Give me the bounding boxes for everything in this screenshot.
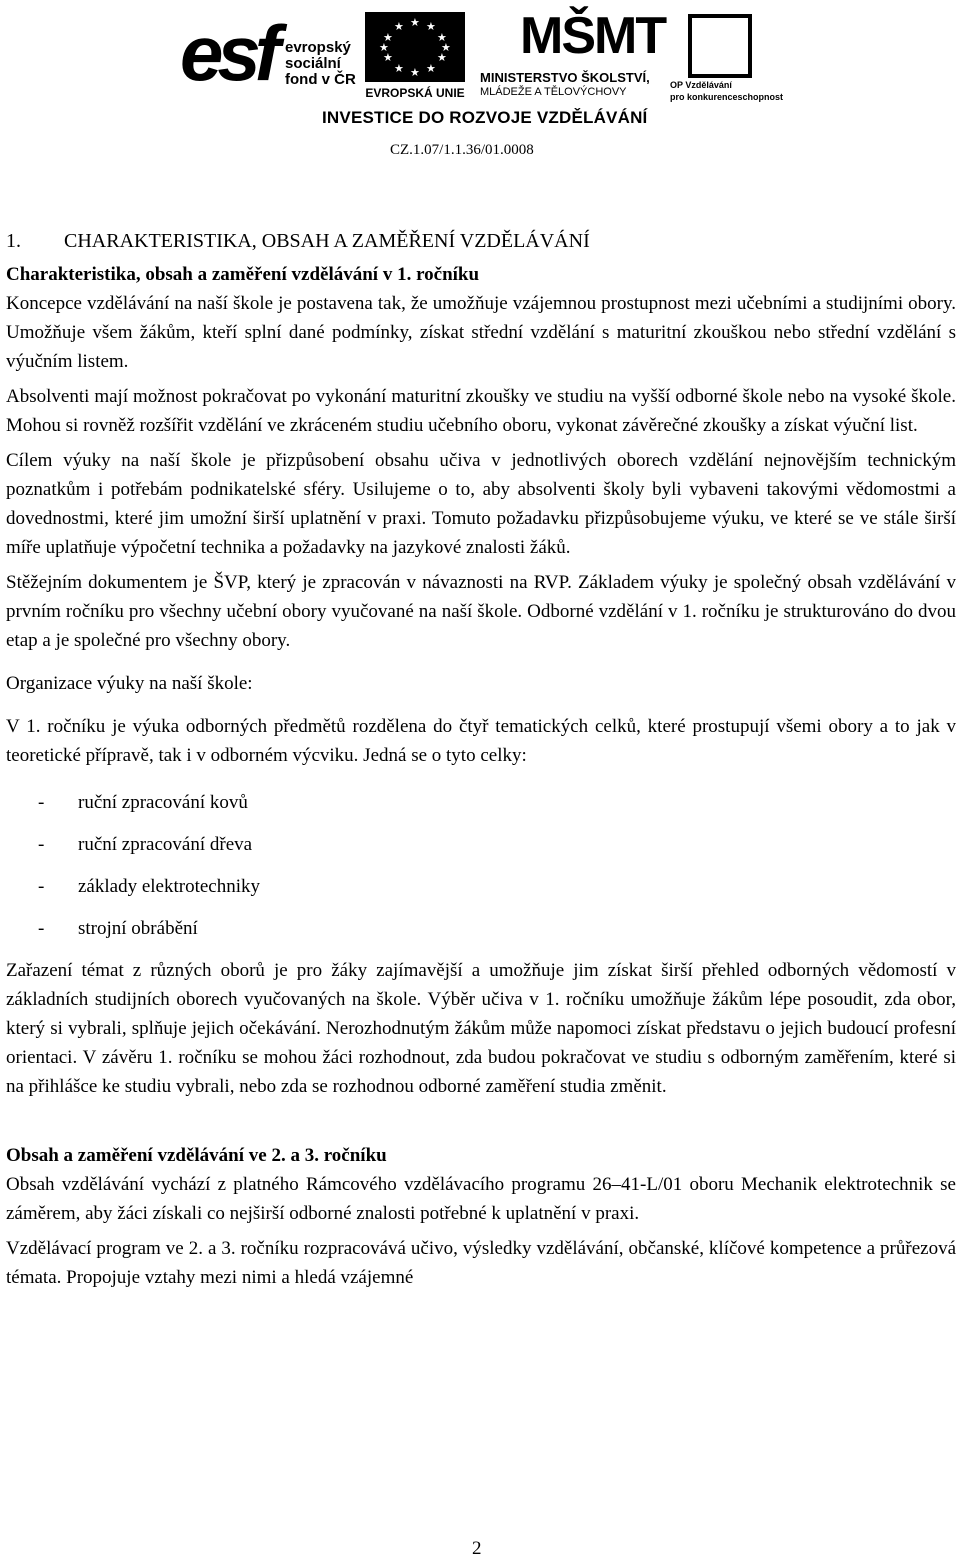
page-number: 2 [472, 1538, 482, 1559]
paragraph: Vzdělávací program ve 2. a 3. ročníku rozpracovává učivo, výsledky vzdělávání, občanské, klíčové kompetence a průřezová témata. Propojuje vztahy mezi nimi a hledá vzájemné [6, 1238, 956, 1288]
document-body [6, 226, 956, 1292]
topic-list [6, 788, 956, 944]
section-heading [6, 226, 956, 256]
list-item: - základy elektrotechniky [38, 876, 261, 897]
esf-logo-mark: esf [180, 9, 275, 97]
section-number: 1. [6, 230, 21, 252]
msmt-name-line1: MINISTERSTVO ŠKOLSTVÍ, [480, 70, 650, 85]
subheading-year2-3: Obsah a zaměření vzdělávání ve 2. a 3. ročníku [6, 1145, 387, 1166]
list-item: - ruční zpracování kovů [38, 792, 248, 813]
msmt-logo-mark: MŠMT [520, 7, 666, 65]
esf-logo-text: evropský sociální fond v ČR [285, 39, 356, 88]
paragraph: Organizace výuky na naší škole: [6, 673, 253, 694]
op-vk-emblem-icon [688, 14, 752, 78]
eu-stars-icon: ★ ★ ★ ★ ★ ★ ★ ★ ★ ★ ★ ★ [365, 12, 465, 82]
paragraph: Stěžejním dokumentem je ŠVP, který je zpracován v návaznosti na RVP. Základem výuky je společný obsah vzdělávání v prvním ročníku pro všechny učební obory vyučované na naší škole. Odborné vzdělání v 1. ročníku je strukturováno do dvou etap a je společné pro všechny obory. [6, 572, 956, 651]
list-item: - ruční zpracování dřeva [38, 834, 253, 855]
list-item: - strojní obrábění [38, 918, 198, 939]
subheading-year1: Charakteristika, obsah a zaměření vzdělávání v 1. ročníku [6, 264, 480, 285]
investice-slogan: INVESTICE DO ROZVOJE VZDĚLÁVÁNÍ [322, 108, 648, 127]
msmt-name-line2: MLÁDEŽE A TĚLOVÝCHOVY [480, 86, 627, 98]
paragraph: Obsah vzdělávání vychází z platného Rámcového vzdělávacího programu 26–41-L/01 oboru Mechanik elektrotechnik se záměrem, aby žáci získali co nejširší odborné znalosti potřebné k uplatnění v praxi. [6, 1174, 956, 1224]
paragraph: Zařazení témat z různých oborů je pro žáky zajímavější a umožňuje jim získat širší přehled odborných vědomostí v základních studijních oborech vyučovaných na škole. Výběr učiva v 1. ročníku umožňuje žákům lépe posoudit, zda obor, který si vybrali, splňuje jejich očekávání. Nerozhodnutým žákům může napomoci získat představu o jejich budoucí profesní orientaci. V závěru 1. ročníku se mohou žáci rozhodnout, zda budou pokračovat ve studiu s odborným zaměřením, které si na přihlášce ke studiu vybrali, nebo zda se rozhodnou odborné zaměření studia změnit. [6, 960, 956, 1097]
eu-flag-logo [365, 12, 465, 104]
section-title: CHARAKTERISTIKA, OBSAH A ZAMĚŘENÍ VZDĚLÁVÁNÍ [64, 230, 590, 252]
paragraph: Koncepce vzdělávání na naší škole je postavena tak, že umožňuje vzájemnou prostupnost mezi učebními a studijními obory. Umožňuje všem žákům, kteří splní dané podmínky, získat střední vzdělání s maturitní zkouškou nebo střední vzdělání s výučním listem. [6, 293, 956, 372]
paragraph: V 1. ročníku je výuka odborných předmětů rozdělena do čtyř tematických celků, které prostupují všemi obory a to jak v teoretické přípravě, tak i v odborném výcviku. Jedná se o tyto celky: [6, 716, 956, 766]
op-vk-logo [670, 14, 790, 104]
project-code: CZ.1.07/1.1.36/01.0008 [390, 142, 534, 158]
eu-label: EVROPSKÁ UNIE [365, 86, 465, 100]
op-vk-line2: pro konkurenceschopnost [670, 92, 784, 102]
paragraph: Cílem výuky na naší škole je přizpůsobení obsahu učiva v jednotlivých oborech vzdělání nejnovějším technickým poznatkům i potřebám podnikatelské sféry. Usilujeme o to, aby absolventi školy byli vybaveni takovými vědomostmi a dovednostmi, které jim umožní širší uplatnění v praxi. Tomuto požadavku přizpůsobujeme výuku, ve které se ve stále širší míře uplatňuje výpočetní technika a požadavky na jazykové znalosti žáků. [6, 450, 956, 558]
msmt-logo [480, 6, 666, 104]
paragraph: Absolventi mají možnost pokračovat po vykonání maturitní zkoušky ve studiu na vyšší odborné škole nebo na vysoké škole. Mohou si rovněž rozšířit vzdělání ve zkráceném studiu učebního oboru, vykonat závěrečné zkoušky a získat výuční list. [6, 386, 956, 436]
op-vk-line1: OP Vzdělávání [670, 80, 732, 90]
